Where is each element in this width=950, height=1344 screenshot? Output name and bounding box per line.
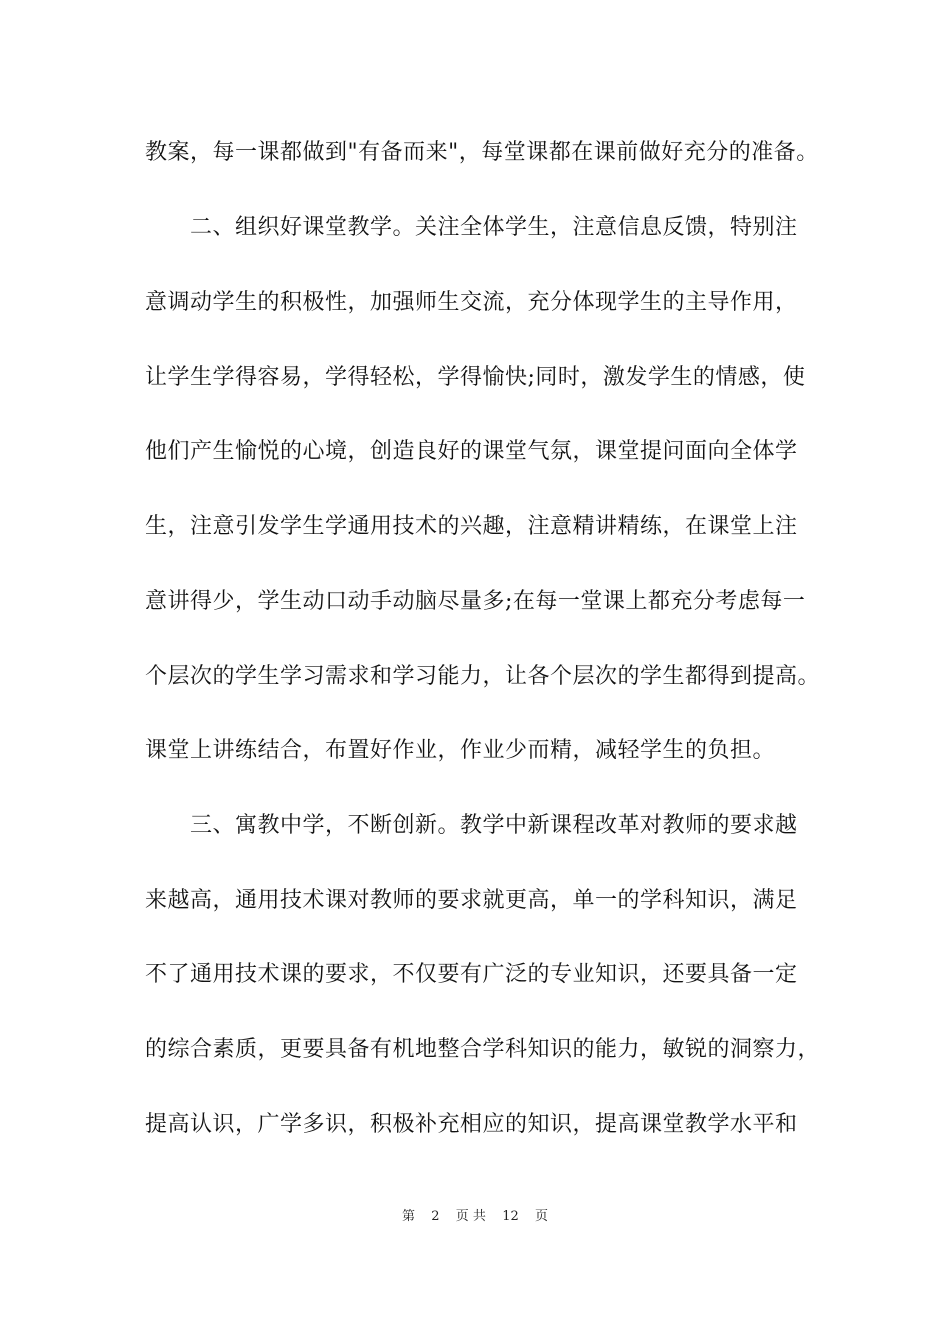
footer-total-pages: 12 bbox=[502, 1209, 519, 1224]
body-line-2: 二、组织好课堂教学。关注全体学生，注意信息反馈，特别注 bbox=[190, 215, 798, 240]
body-line-3: 意调动学生的积极性，加强师生交流，充分体现学生的主导作用， bbox=[145, 290, 798, 315]
body-line-14: 提高认识，广学多识，积极补充相应的知识，提高课堂教学水平和 bbox=[145, 1112, 798, 1137]
body-line-8: 个层次的学生学习需求和学习能力，让各个层次的学生都得到提高。 bbox=[145, 664, 821, 689]
body-line-6: 生，注意引发学生学通用技术的兴趣，注意精讲精练，在课堂上注 bbox=[145, 514, 798, 539]
body-line-7: 意讲得少，学生动口动手动脑尽量多;在每一堂课上都充分考虑每一 bbox=[145, 589, 806, 614]
body-line-9: 课堂上讲练结合，布置好作业，作业少而精，减轻学生的负担。 bbox=[145, 738, 776, 763]
body-line-12: 不了通用技术课的要求，不仅要有广泛的专业知识，还要具备一定 bbox=[145, 962, 798, 987]
body-line-1: 教案，每一课都做到"有备而来"，每堂课都在课前做好充分的准备。 bbox=[145, 140, 819, 165]
body-line-13: 的综合素质，更要具备有机地整合学科知识的能力，敏锐的洞察力， bbox=[145, 1037, 821, 1062]
footer-middle: 页 共 bbox=[455, 1209, 486, 1224]
body-line-4: 让学生学得容易，学得轻松，学得愉快;同时，激发学生的情感，使 bbox=[145, 365, 806, 390]
page-footer bbox=[0, 1208, 950, 1226]
body-line-5: 他们产生愉悦的心境，创造良好的课堂气氛，课堂提问面向全体学 bbox=[145, 439, 798, 464]
body-line-11: 来越高，通用技术课对教师的要求就更高，单一的学科知识，满足 bbox=[145, 888, 798, 913]
footer-page-number: 2 bbox=[431, 1209, 440, 1224]
body-line-10: 三、寓教中学，不断创新。教学中新课程改革对教师的要求越 bbox=[190, 813, 798, 838]
footer-prefix: 第 bbox=[401, 1209, 415, 1224]
footer-suffix: 页 bbox=[535, 1209, 549, 1224]
